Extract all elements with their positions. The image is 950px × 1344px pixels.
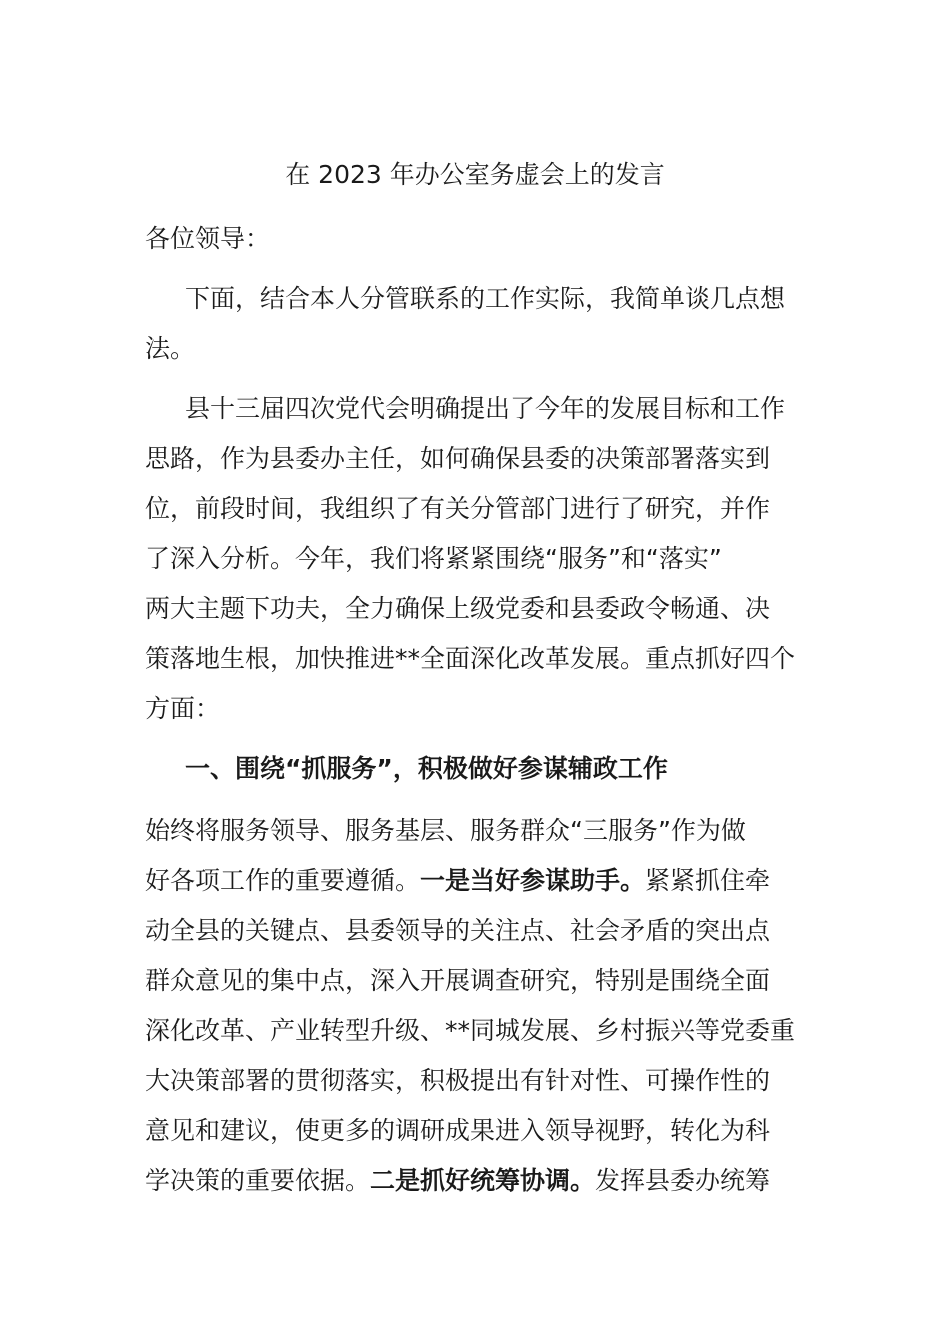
- bold-lead-phrase: 二是抓好统筹协调。: [370, 1166, 596, 1195]
- paragraph-line: [145, 859, 770, 903]
- paragraph-line: 群众意见的集中点，深入开展调查研究，特别是围绕全面: [145, 966, 771, 995]
- document-title: 在 2023 年办公室务虚会上的发言: [285, 160, 665, 189]
- paragraph-line: 县十三届四次党代会明确提出了今年的发展目标和工作: [185, 394, 786, 423]
- bold-lead-phrase: 一是当好参谋助手。: [420, 866, 646, 895]
- paragraph-line: 始终将服务领导、服务基层、服务群众“三服务”作为做: [145, 816, 746, 845]
- text-run: 学决策的重要依据。: [145, 1166, 371, 1195]
- paragraph-line: 意见和建议，使更多的调研成果进入领导视野，转化为科: [145, 1116, 771, 1145]
- paragraph-line: 位，前段时间，我组织了有关分管部门进行了研究，并作: [145, 494, 771, 523]
- paragraph-line: 策落地生根，加快推进**全面深化改革发展。重点抓好四个: [145, 644, 796, 673]
- paragraph-line: 深化改革、产业转型升级、**同城发展、乡村振兴等党委重: [145, 1016, 796, 1045]
- paragraph-line: [145, 1159, 770, 1203]
- paragraph-line: 下面，结合本人分管联系的工作实际，我简单谈几点想: [185, 284, 786, 313]
- paragraph-line: 法。: [145, 334, 196, 363]
- paragraph-line: 方面：: [145, 694, 221, 723]
- text-run: 好各项工作的重要遵循。: [145, 866, 421, 895]
- salutation: 各位领导：: [145, 224, 271, 253]
- text-run: 紧紧抓住牵: [645, 866, 771, 895]
- paragraph-line: 大决策部署的贯彻落实，积极提出有针对性、可操作性的: [145, 1066, 771, 1095]
- paragraph-line: 思路，作为县委办主任，如何确保县委的决策部署落实到: [145, 444, 771, 473]
- text-run: 发挥县委办统筹: [595, 1166, 771, 1195]
- paragraph-line: 动全县的关键点、县委领导的关注点、社会矛盾的突出点: [145, 916, 771, 945]
- paragraph-line: 了深入分析。今年，我们将紧紧围绕“服务”和“落实”: [145, 544, 722, 573]
- section-heading: 一、围绕“抓服务”，积极做好参谋辅政工作: [185, 754, 668, 783]
- paragraph-line: 两大主题下功夫，全力确保上级党委和县委政令畅通、决: [145, 594, 771, 623]
